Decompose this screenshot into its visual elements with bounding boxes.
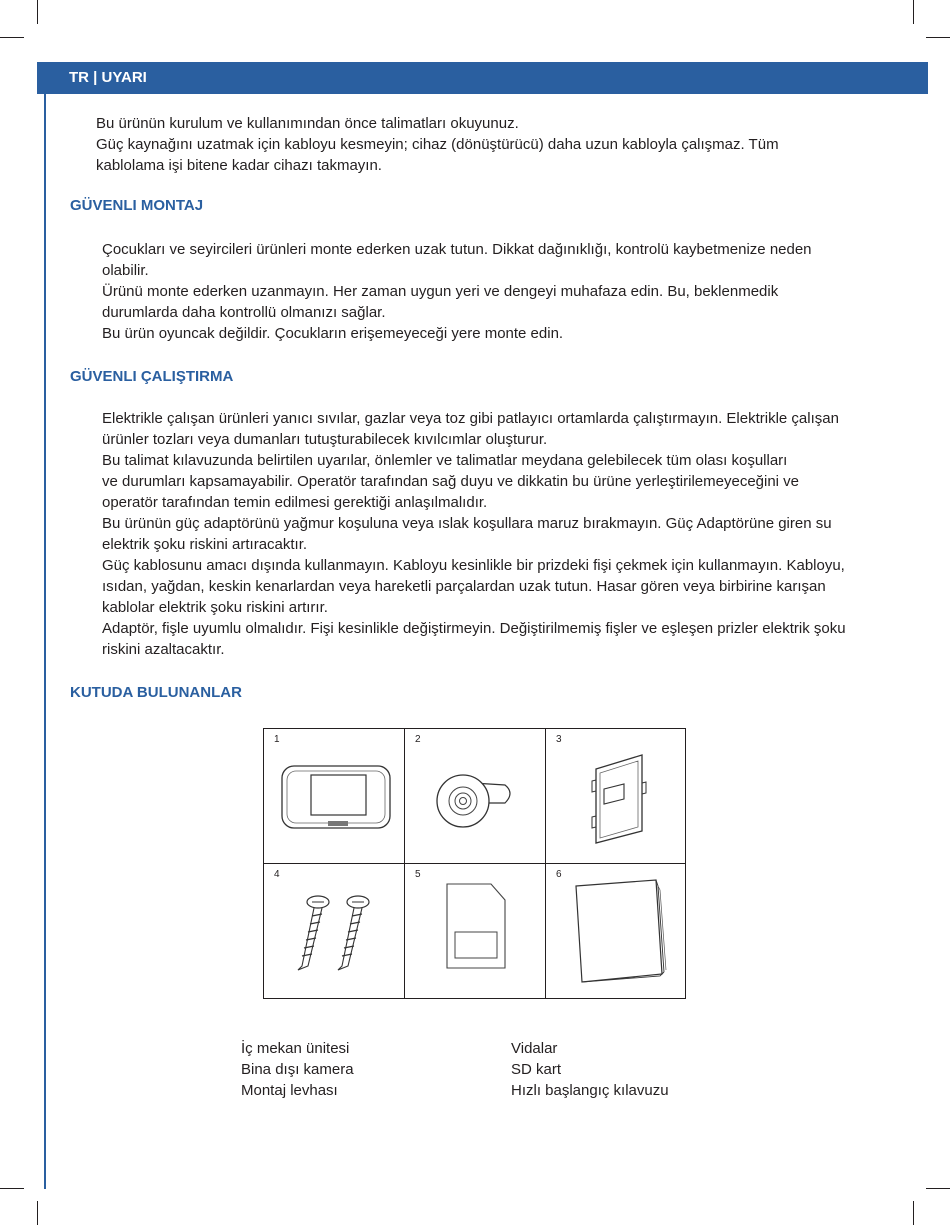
section-heading-in-the-box: KUTUDA BULUNANLAR (70, 684, 242, 701)
paragraph-line: Bu talimat kılavuzunda belirtilen uyarılar, önlemler ve talimatlar meydana gelebilecek tüm olası koşulları (102, 452, 788, 469)
intro-line: kablolama işi bitene kadar cihazı takmayın. (96, 157, 382, 174)
box-item-cell (405, 864, 546, 999)
item-number: 2 (415, 734, 421, 745)
intro-line: Güç kaynağını uzatmak için kabloyu kesmeyin; cihaz (dönüştürücü) daha uzun kabloyla çalışmaz. Tüm (96, 136, 779, 153)
section-heading-safe-mounting: GÜVENLI MONTAJ (70, 197, 204, 214)
paragraph-line: Bu ürün oyuncak değildir. Çocukların erişemeyeceği yere monte edin. (102, 325, 564, 342)
crop-mark (37, 0, 38, 24)
paragraph-line: kablolar elektrik şoku riskini artırır. (102, 599, 328, 616)
header-title: TR | UYARI (69, 69, 147, 86)
list-item: Vidalar (511, 1040, 558, 1057)
list-item: SD kart (511, 1061, 562, 1078)
list-item: Bina dışı kamera (241, 1061, 354, 1078)
left-margin-rule (44, 94, 46, 1189)
list-item: İç mekan ünitesi (241, 1040, 350, 1057)
box-contents-grid (263, 728, 686, 999)
paragraph-line: Adaptör, fişle uyumlu olmalıdır. Fişi kesinlikle değiştirmeyin. Değiştirilmemiş fişler ve eşleşen prizler elektrik şoku (102, 620, 846, 637)
safe-operation-text (102, 408, 846, 660)
intro-text (96, 113, 779, 176)
paragraph-line: riskini azaltacaktır. (102, 641, 225, 658)
guide-booklet-icon (546, 864, 687, 999)
paragraph-line: ürünler tozları veya dumanları tutuşturabilecek kıvılcımlar oluşturur. (102, 431, 548, 448)
paragraph-line: Elektrikle çalışan ürünleri yanıcı sıvılar, gazlar veya toz gibi patlayıcı ortamlarda çalıştırmayın. Elektrikle çalışan (102, 410, 839, 427)
box-item-cell (546, 864, 687, 999)
paragraph-line: ısıdan, yağdan, keskin kenarlardan veya hareketli parçalardan uzak tutun. Hasar gören veya birbirine karışan (102, 578, 826, 595)
crop-mark (913, 0, 914, 24)
box-item-cell (264, 864, 405, 999)
box-item-cell (546, 729, 687, 864)
crop-mark (37, 1201, 38, 1225)
crop-mark (0, 37, 24, 38)
crop-mark (926, 37, 950, 38)
paragraph-line: Çocukları ve seyircileri ürünleri monte ederken uzak tutun. Dikkat dağınıklığı, kontrolü kaybetmenize neden (102, 241, 812, 258)
screws-icon (264, 864, 405, 999)
indoor-unit-icon (264, 729, 405, 864)
item-number: 4 (274, 869, 280, 880)
crop-mark (0, 1188, 24, 1189)
item-number: 3 (556, 734, 562, 745)
section-heading-safe-operation: GÜVENLI ÇALIŞTIRMA (70, 368, 234, 385)
paragraph-line: Bu ürünün güç adaptörünü yağmur koşuluna veya ıslak koşullara maruz bırakmayın. Güç Adaptörüne giren su (102, 515, 832, 532)
safe-mounting-text (102, 239, 812, 344)
mounting-plate-icon (546, 729, 687, 864)
sd-card-icon (405, 864, 546, 999)
paragraph-line: elektrik şoku riskini artıracaktır. (102, 536, 308, 553)
paragraph-line: durumlarda daha kontrollü olmanızı sağlar. (102, 304, 386, 321)
item-number: 1 (274, 734, 280, 745)
box-item-cell (405, 729, 546, 864)
intro-line: Bu ürünün kurulum ve kullanımından önce talimatları okuyunuz. (96, 115, 519, 132)
paragraph-line: olabilir. (102, 262, 149, 279)
paragraph-line: Güç kablosunu amacı dışında kullanmayın. Kabloyu kesinlikle bir prizdeki fişi çekmek için kullanmayın. Kabloyu, (102, 557, 845, 574)
paragraph-line: ve durumları kapsamayabilir. Operatör tarafından sağ duyu ve dikkatin bu ürüne yerleştirilemeyeceğini ve (102, 473, 800, 490)
crop-mark (913, 1201, 914, 1225)
contents-list-left (241, 1038, 354, 1101)
crop-mark (926, 1188, 950, 1189)
paragraph-line: Ürünü monte ederken uzanmayın. Her zaman uygun yeri ve dengeyi muhafaza edin. Bu, beklenmedik (102, 283, 779, 300)
paragraph-line: operatör tarafından temin edilmesi gerektiği anlaşılmalıdır. (102, 494, 488, 511)
item-number: 5 (415, 869, 421, 880)
list-item: Hızlı başlangıç kılavuzu (511, 1082, 669, 1099)
box-item-cell (264, 729, 405, 864)
contents-list-right (511, 1038, 669, 1101)
header-bar (37, 62, 928, 94)
outdoor-camera-icon (405, 729, 546, 864)
list-item: Montaj levhası (241, 1082, 338, 1099)
item-number: 6 (556, 869, 562, 880)
